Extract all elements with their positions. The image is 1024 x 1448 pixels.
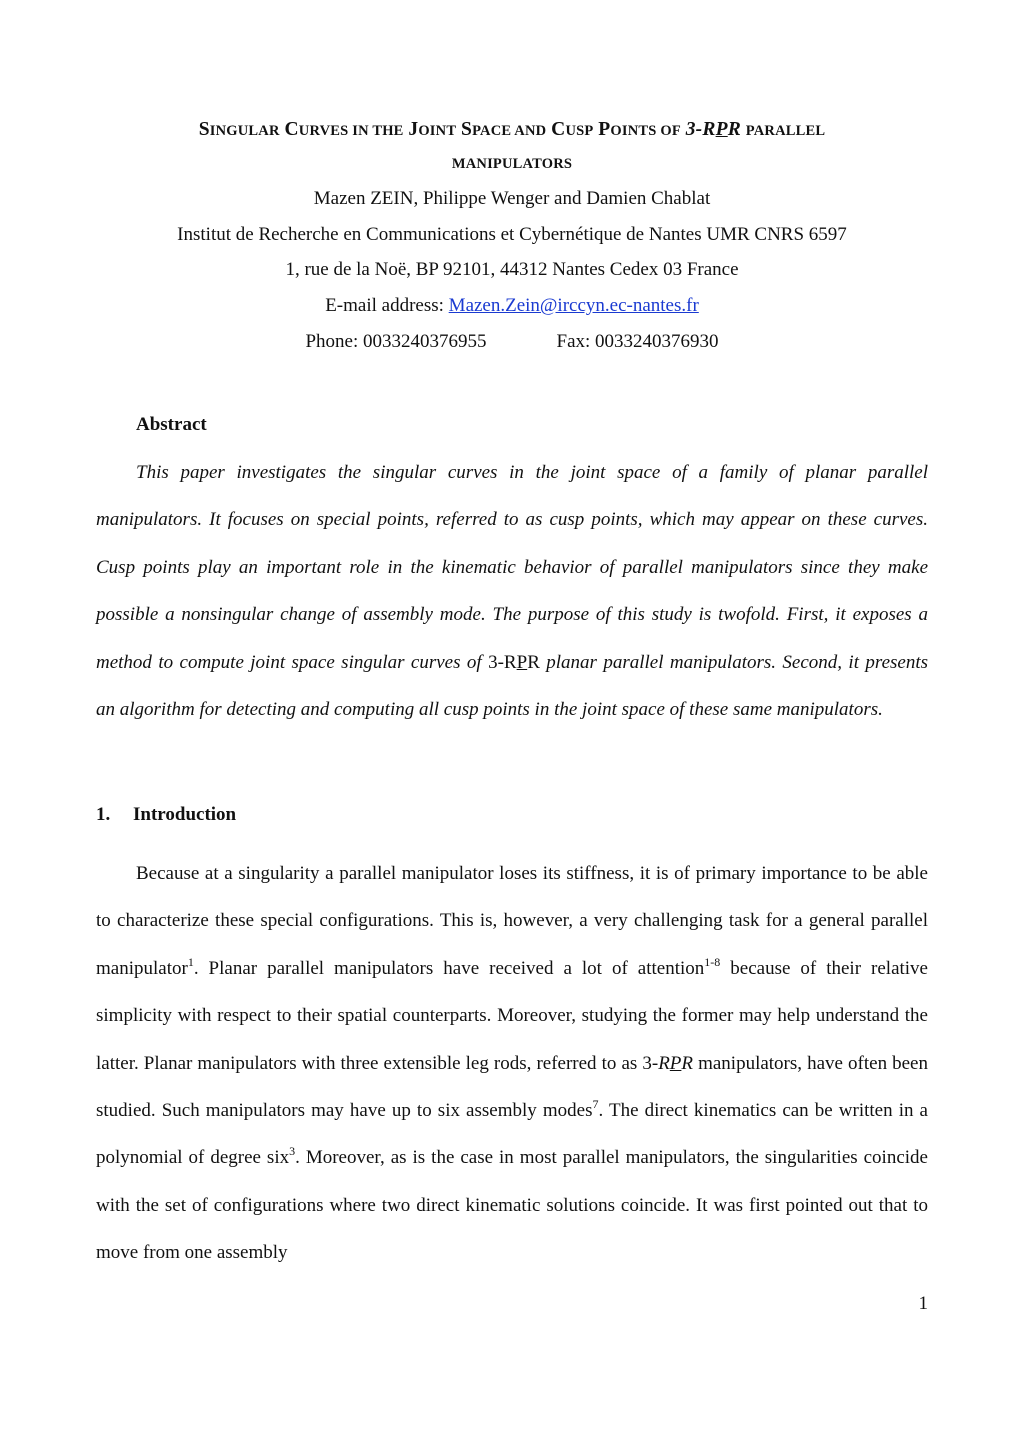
citation: 1-8 [704,954,721,969]
abstract-rpr: 3-RPR [488,651,540,673]
introduction-heading [96,803,236,827]
abstract-heading: Abstract [136,414,207,435]
email-label: E-mail address: [325,295,444,316]
institution: Institut de Recherche en Communications et Cybernétique de Nantes UMR CNRS 6597 [177,224,847,245]
paper-title [96,113,928,181]
citation: 7 [592,1097,599,1112]
phone-number: Phone: 0033240376955 [305,331,487,352]
citation: 1 [187,954,194,969]
fax-number: Fax: 0033240376930 [556,331,719,352]
introduction-text: Because at a singularity a parallel manipulator loses its stiffness, it is of primary importance to be able to characterize these special configurations. This is, however, a very challenging task for a general parallel manipulator$^1$. Planar parallel manipulators have received a lot of attention$^{1-8}$ because of their relative simplicity with respect to their spatial counterparts. Moreover, studying the former may help understand the latter. Planar manipulators with three extensible leg rods, referred to as 3-RPR manipulators, have often been studied. Such manipulators may have up to six assembly modes$^7$. The direct kinematics can be written in a polynomial of degree six$^3$. Moreover, as is the case in most parallel manipulators, the singularities coincide with the set of configurations where two direct kinematic solutions coincide. It was first pointed out that to move from one assembly [96,863,928,1264]
email-link[interactable]: Mazen.Zein@irccyn.ec-nantes.fr [448,295,699,316]
title-line-2: MANIPULATORS [451,156,573,172]
authors: Mazen ZEIN, Philippe Wenger and Damien Chablat [313,188,711,209]
title-rpr: 3-RPR [685,119,741,140]
intro-rpr: RPR [658,1052,694,1074]
section-title: Introduction [133,804,237,825]
address: 1, rue de la Noë, BP 92101, 44312 Nantes Cedex 03 France [285,259,739,280]
section-number: 1. [96,804,111,825]
abstract-text: This paper investigates the singular curves in the joint space of a family of planar parallel manipulators. It focuses on special points, referred to as cusp points, which may appear on these curves. Cusp points play an important role in the kinematic behavior of parallel manipulators since they make possible a nonsingular change of assembly mode. The purpose of this study is twofold. First, it exposes a method to compute joint space singular curves of 3-RPR planar parallel manipulators. Second, it presents an algorithm for detecting and computing all cusp points in the joint space of these same manipulators. [96,462,929,721]
title-line-1: SINGULAR CURVES IN THE JOINT SPACE AND CUSP POINTS OF 3-RPR PARALLEL [198,119,826,140]
contact-line [96,330,928,354]
page-number: 1 [918,1293,928,1314]
email-line [96,294,928,318]
citation: 3 [289,1144,296,1159]
